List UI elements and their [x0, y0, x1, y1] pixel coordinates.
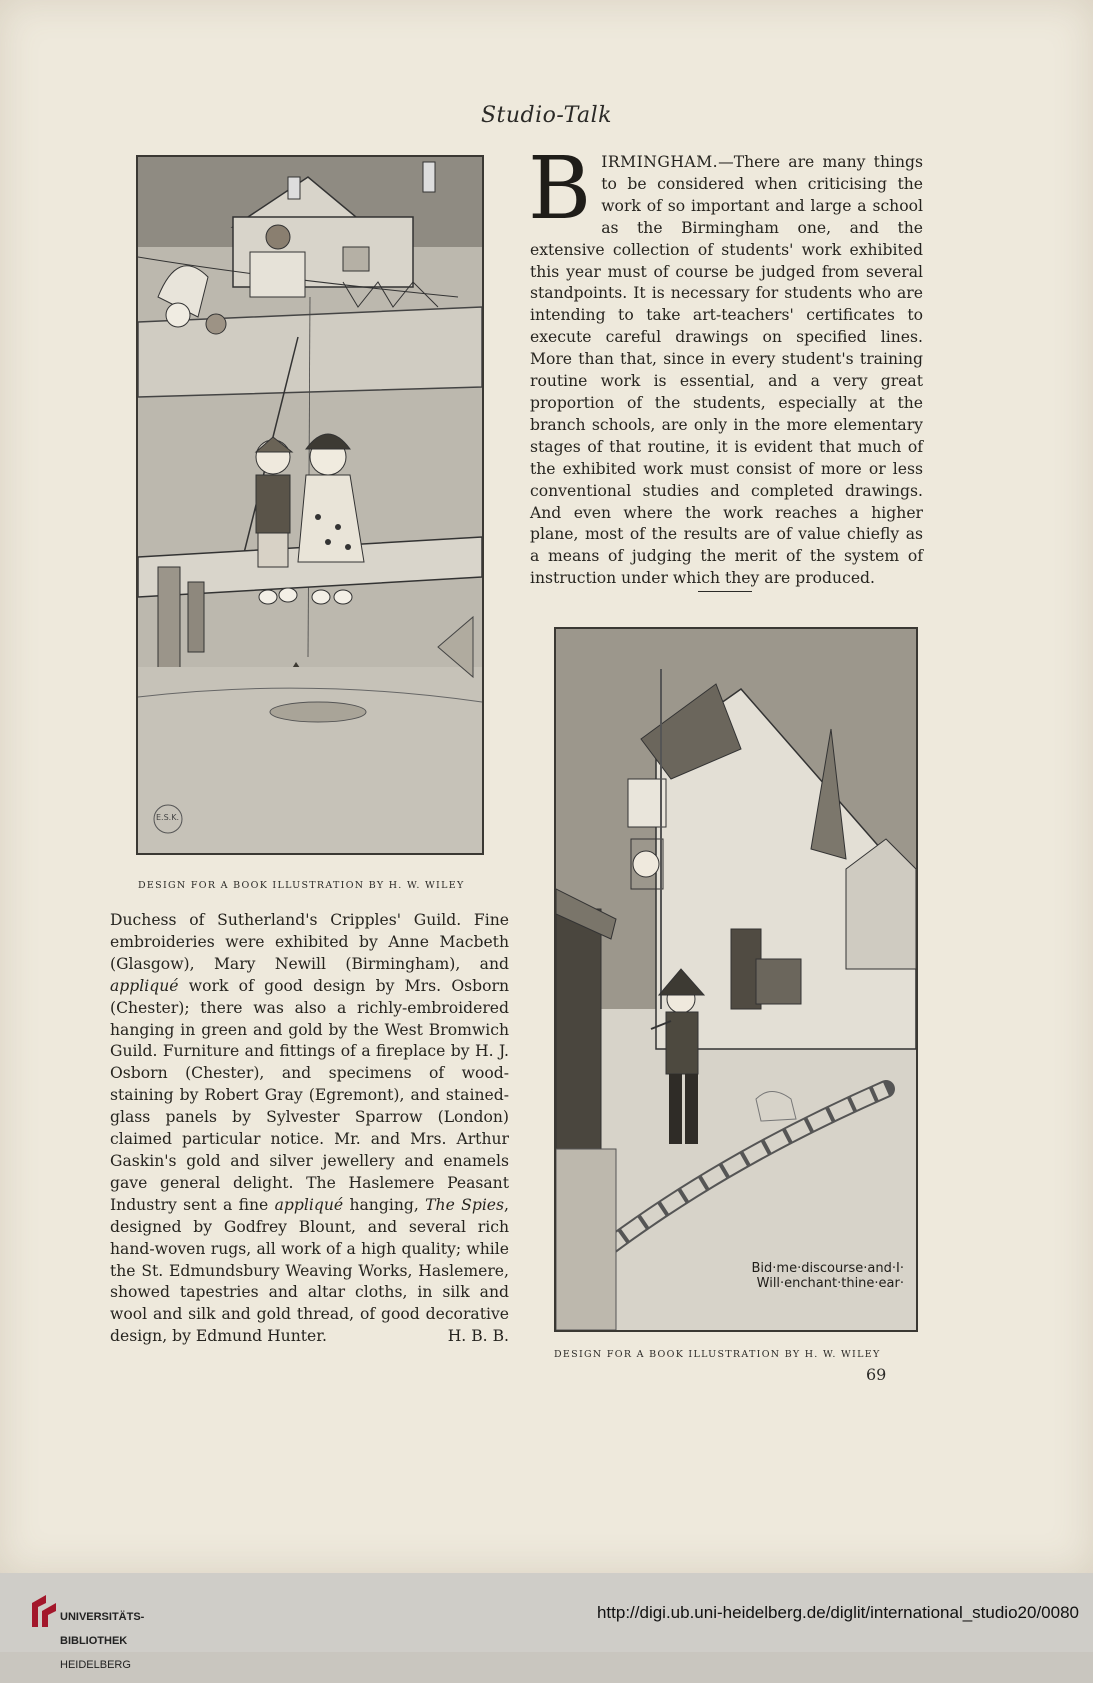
right-illustration	[554, 627, 918, 1332]
left-illustration-caption: DESIGN FOR A BOOK ILLUSTRATION BY H. W. WILEY	[138, 880, 465, 891]
inscription-line-1: Bid·me·discourse·and·I·	[751, 1261, 904, 1276]
running-head: Studio-Talk	[480, 103, 613, 128]
library-name	[60, 1599, 144, 1683]
source-url[interactable]: http://digi.ub.uni-heidelberg.de/diglit/international_studio20/0080	[596, 1603, 1079, 1622]
duchess-text-1: Duchess of Sutherland's Cripples' Guild. Fine embroideries were exhibited by Anne Macbeth (Glasgow), Mary Newill (Birmingham), and	[110, 911, 509, 973]
library-line-2: BIBLIOTHEK	[60, 1635, 128, 1647]
birmingham-body: —There are many things to be considered when criticising the work of so important and large a school as the Birmingham one, and the extensive collection of students' work exhibited this year must of course be judged from several standpoints. It is necessary for students who are intending to take art-teachers' certificates to execute careful drawings on specified lines. More than that, since in every student's training routine work is essential, and a very great proportion of the students, especially at the branch schools, are only in the more elementary stages of that routine, it is evident that much of the exhibited work must consist of more or less conventional studies and completed drawings. And even where the work reaches a higher plane, most of the results are of value chiefly as a means of judging the merit of the system of instruction under which they are produced.	[530, 153, 923, 588]
left-illustration-drawing	[138, 157, 482, 853]
duchess-emph-2: appliqué	[274, 1195, 344, 1214]
duchess-text-4: , designed by Godfrey Blount, and several rich hand-woven rugs, all work of a high quality; while the St. Edmundsbury Weaving Works, Haslemere, showed tapestries and altar cloths, in silk and wool and silk and gold thread, of good decorative design, by Edmund Hunter.	[110, 1195, 510, 1346]
section-rule	[698, 591, 752, 592]
duchess-emph-1: appliqué	[110, 976, 179, 995]
library-line-3: HEIDELBERG	[60, 1659, 131, 1671]
duchess-paragraph	[110, 910, 509, 1348]
artist-monogram: E.S.K.	[156, 813, 180, 822]
right-illustration-caption: DESIGN FOR A BOOK ILLUSTRATION BY H. W. WILEY	[554, 1349, 881, 1360]
library-line-1: UNIVERSITÄTS-	[60, 1611, 145, 1623]
inscription	[752, 1261, 905, 1291]
library-logo-icon	[28, 1593, 64, 1631]
birmingham-paragraph	[528, 139, 923, 590]
duchess-emph-3: The Spies	[425, 1195, 505, 1214]
inscription-line-2: Will·enchant·thine·ear·	[756, 1276, 904, 1291]
left-illustration	[136, 155, 484, 855]
author-initials: H. B. B.	[447, 1327, 509, 1346]
viewer-footer	[0, 1573, 1093, 1671]
right-illustration-drawing	[556, 629, 916, 1330]
drop-cap: B	[528, 139, 592, 239]
duchess-text-3: hanging,	[343, 1195, 426, 1214]
birmingham-lead: IRMINGHAM.	[601, 153, 719, 171]
duchess-text-2: work of good design by Mrs. Osborn (Chester); there was also a richly-embroidered hanging in green and gold by the West Bromwich Guild. Furniture and fittings of a fireplace by H. J. Osborn (Chester), and specimens of wood-staining by Robert Gray (Egremont), and stained-glass panels by Sylvester Sparrow (London) claimed particular notice. Mr. and Mrs. Arthur Gaskin's gold and silver jewellery and enamels gave general delight. The Haslemere Peasant Industry sent a fine	[110, 976, 509, 1214]
page-number: 69	[866, 1365, 887, 1384]
